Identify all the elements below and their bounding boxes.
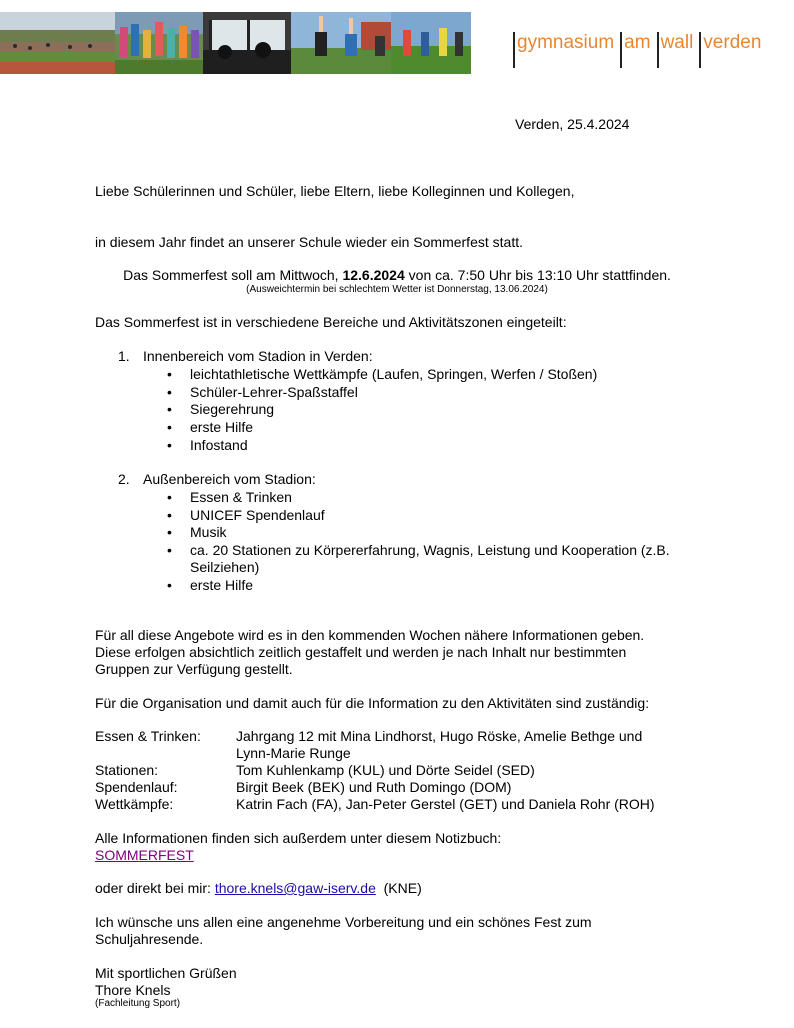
intro-text: in diesem Jahr findet an unserer Schule wieder ein Sommerfest statt. <box>95 234 523 250</box>
contact-value: Tom Kuhlenkamp (KUL) und Dörte Seidel (SED) <box>236 762 535 778</box>
area-title: Innenbereich vom Stadion in Verden: <box>143 348 373 364</box>
bullet-icon: • <box>167 489 172 505</box>
sommerfest-notebook-link[interactable]: SOMMERFEST <box>95 847 194 863</box>
info-paragraph-line: Gruppen zur Verfügung gestellt. <box>95 661 293 677</box>
list-item: ca. 20 Stationen zu Körpererfahrung, Wagnis, Leistung und Kooperation (z.B. <box>190 542 670 558</box>
logo-segment: am <box>620 30 650 68</box>
organisation-intro: Für die Organisation und damit auch für die Information zu den Aktivitäten sind zuständig: <box>95 695 650 711</box>
logo-segment: verden <box>699 30 761 68</box>
logo-segment: wall <box>657 30 694 68</box>
list-item: Essen & Trinken <box>190 489 292 505</box>
bullet-icon: • <box>167 577 172 593</box>
contact-value: Lynn-Marie Runge <box>236 745 351 761</box>
list-item: leichtathletische Wettkämpfe (Laufen, Springen, Werfen / Stoßen) <box>190 366 598 382</box>
closing: Mit sportlichen Grüßen <box>95 965 237 981</box>
contact-label: Spendenlauf: <box>95 779 178 795</box>
info-paragraph-line: Für all diese Angebote wird es in den kommenden Wochen nähere Informationen geben. <box>95 627 645 643</box>
wish-line: Schuljahresende. <box>95 931 204 947</box>
bullet-icon: • <box>167 384 172 400</box>
direct-contact-line: oder direkt bei mir: thore.knels@gaw-iserv.de (KNE) <box>95 880 422 896</box>
area-number: 1. <box>118 348 130 364</box>
contact-value: Birgit Beek (BEK) und Ruth Domingo (DOM) <box>236 779 512 795</box>
bullet-icon: • <box>167 401 172 417</box>
stretching-photo <box>291 12 391 74</box>
list-item: Infostand <box>190 437 248 453</box>
list-item: erste Hilfe <box>190 577 254 593</box>
bullet-icon: • <box>167 419 172 435</box>
areas-intro: Das Sommerfest ist in verschiedene Bereiche und Aktivitätszonen eingeteilt: <box>95 314 567 330</box>
school-logo <box>513 30 767 70</box>
list-item: Siegerehrung <box>190 401 275 417</box>
bullet-icon: • <box>167 507 172 523</box>
spectators-photo <box>203 12 291 74</box>
wish-line: Ich wünsche uns allen eine angenehme Vorbereitung und ein schönes Fest zum <box>95 914 592 930</box>
field-photo <box>391 12 471 74</box>
list-item: erste Hilfe <box>190 419 254 435</box>
info-paragraph-line: Diese erfolgen absichtlich zeitlich gestaffelt und werden je nach Inhalt nur bestimmten <box>95 644 627 660</box>
stadium-photo <box>0 12 115 74</box>
header-photo-strip <box>0 12 471 74</box>
signature-name: Thore Knels <box>95 982 171 998</box>
rain-date-note: (Ausweichtermin bei schlechtem Wetter ist Donnerstag, 13.06.2024) <box>246 284 548 295</box>
contact-label: Stationen: <box>95 762 159 778</box>
bullet-icon: • <box>167 437 172 453</box>
letter-date: Verden, 25.4.2024 <box>515 116 630 132</box>
contact-value: Jahrgang 12 mit Mina Lindhorst, Hugo Röske, Amelie Bethge und <box>236 728 643 744</box>
area-number: 2. <box>118 471 130 487</box>
email-link[interactable]: thore.knels@gaw-iserv.de <box>214 880 376 896</box>
list-item: UNICEF Spendenlauf <box>190 507 325 523</box>
list-item-continuation: Seilziehen) <box>190 559 260 575</box>
list-item: Schüler-Lehrer-Spaßstaffel <box>190 384 358 400</box>
bullet-icon: • <box>167 366 172 382</box>
crowd-photo <box>115 12 203 74</box>
notebook-link-line <box>95 847 194 863</box>
area-title: Außenbereich vom Stadion: <box>143 471 316 487</box>
notebook-intro: Alle Informationen finden sich außerdem unter diesem Notizbuch: <box>95 830 502 846</box>
bullet-icon: • <box>167 524 172 540</box>
contact-value: Katrin Fach (FA), Jan-Peter Gerstel (GET) und Daniela Rohr (ROH) <box>236 796 655 812</box>
event-announcement: Das Sommerfest soll am Mittwoch, 12.6.2024 von ca. 7:50 Uhr bis 13:10 Uhr stattfinden. <box>123 267 671 283</box>
salutation: Liebe Schülerinnen und Schüler, liebe Eltern, liebe Kolleginnen und Kollegen, <box>95 183 575 199</box>
event-date: 12.6.2024 <box>342 267 405 283</box>
contact-label: Wettkämpfe: <box>95 796 174 812</box>
bullet-icon: • <box>167 542 172 558</box>
signature-role: (Fachleitung Sport) <box>95 998 181 1009</box>
logo-segment: gymnasium <box>513 30 614 68</box>
list-item: Musik <box>190 524 227 540</box>
contact-label: Essen & Trinken: <box>95 728 201 744</box>
